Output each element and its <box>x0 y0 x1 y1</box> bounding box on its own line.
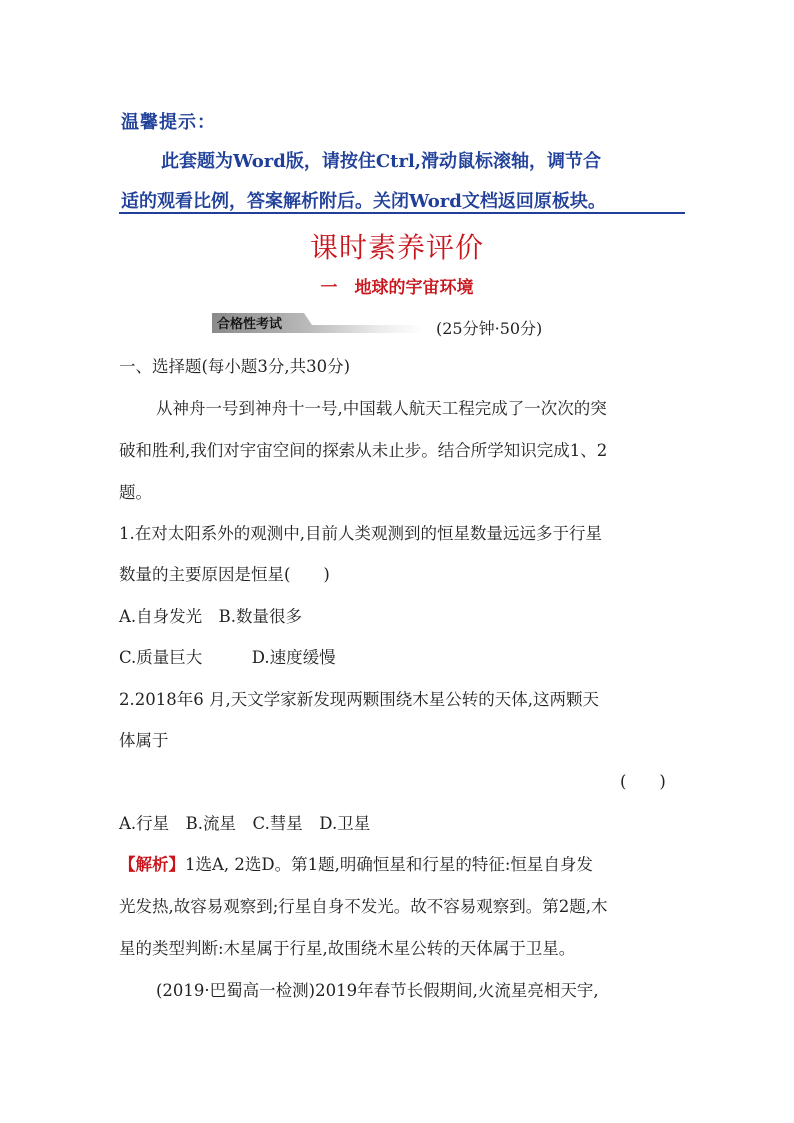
notice-divider <box>119 212 685 214</box>
passage1-line1: 从神舟一号到神舟十一号,中国载人航天工程完成了一次次的突 <box>156 399 607 418</box>
q1-options-row2: C.质量巨大 D.速度缓慢 <box>119 648 336 667</box>
analysis-tag: 【解析】 <box>119 855 185 874</box>
notice-title: 温馨提示： <box>121 112 216 133</box>
notice-line-1: 此套题为Word版，请按住Ctrl,滑动鼠标滚轴，调节合 <box>161 151 602 172</box>
passage1-line3: 题。 <box>119 483 152 502</box>
analysis-line2: 光发热,故容易观察到;行星自身不发光。故不容易观察到。第2题,木 <box>119 897 608 916</box>
q2-stem-line1: 2.2018年6 月,天文学家新发现两颗围绕木星公转的天体,这两颗天 <box>119 690 599 709</box>
q1-stem-line1: 1.在对太阳系外的观测中,目前人类观测到的恒星数量远远多于行星 <box>119 524 602 543</box>
passage2-line1: (2019·巴蜀高一检测)2019年春节长假期间,火流星亮相天宇, <box>156 981 599 1000</box>
q2-stem-line2: 体属于 <box>119 731 169 750</box>
notice-line-2: 适的观看比例，答案解析附后。关闭Word文档返回原板块。 <box>121 191 606 212</box>
q1-stem-line2: 数量的主要原因是恒星( ) <box>119 565 330 584</box>
time-score-info: (25分钟·50分) <box>436 319 543 338</box>
analysis-line1 <box>119 857 593 874</box>
analysis-line3: 星的类型判断:木星属于行星,故围绕木星公转的天体属于卫星。 <box>119 939 576 958</box>
q2-options: A.行星 B.流星 C.彗星 D.卫星 <box>119 814 371 833</box>
exam-tab-label: 合格性考试 <box>217 317 283 332</box>
lesson-subtitle: 一 地球的宇宙环境 <box>320 278 474 298</box>
section-heading: 一、选择题(每小题3分,共30分) <box>119 357 351 376</box>
page-title: 课时素养评价 <box>309 231 484 264</box>
q2-answer-bracket: ( ) <box>620 772 666 791</box>
analysis-text-1: 1选A, 2选D。第1题,明确恒星和行星的特征:恒星自身发 <box>185 855 593 874</box>
passage1-line2: 破和胜利,我们对宇宙空间的探索从未止步。结合所学知识完成1、2 <box>119 441 608 460</box>
q1-options-row1: A.自身发光 B.数量很多 <box>119 607 303 626</box>
